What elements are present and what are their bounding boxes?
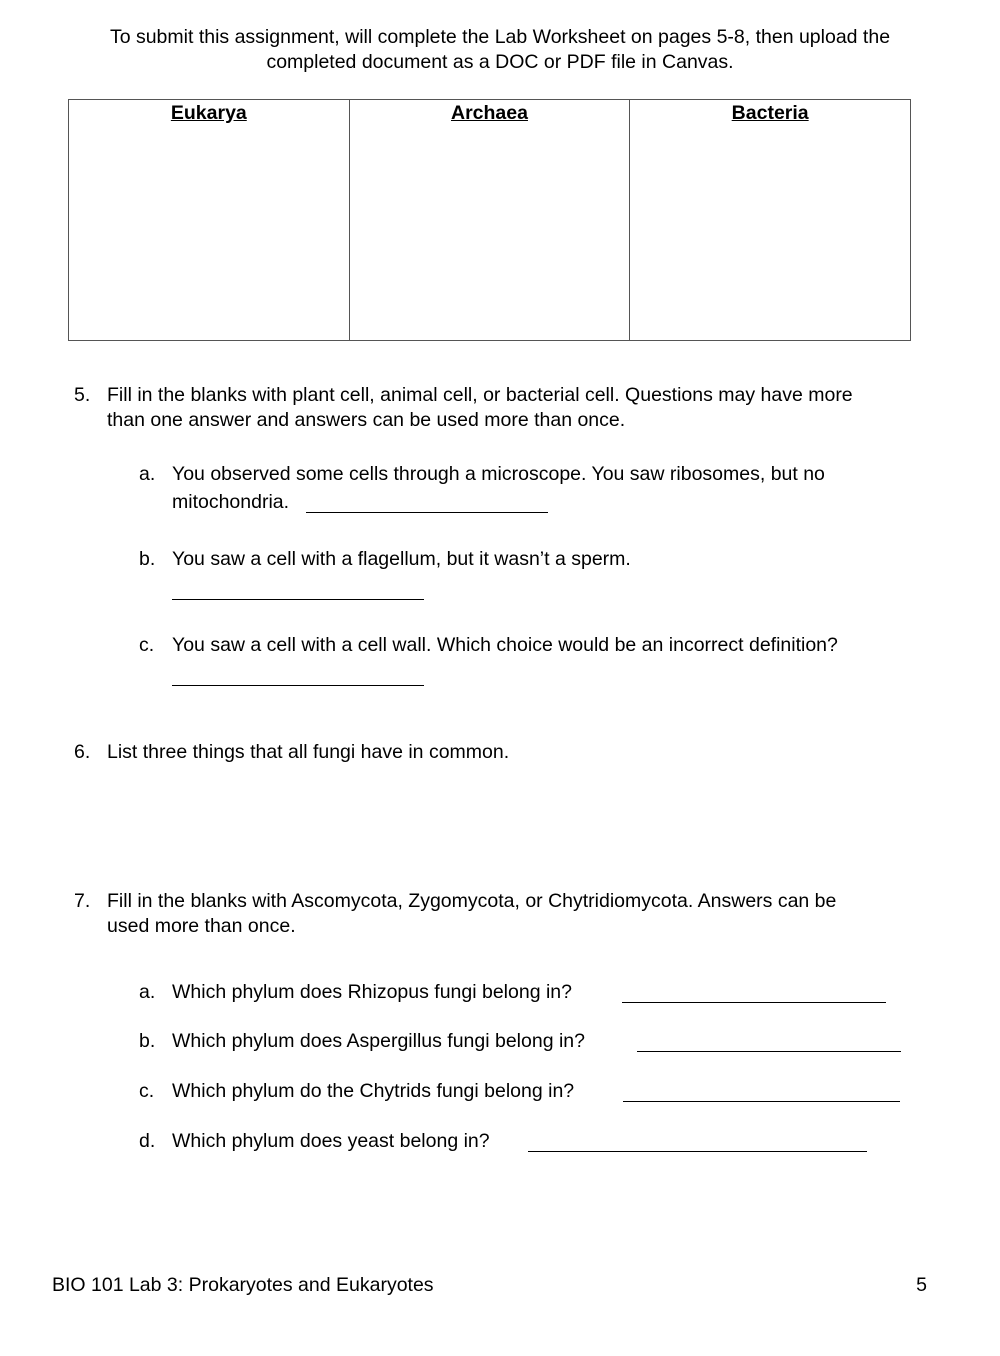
q5b-answer-blank[interactable] [172, 580, 424, 600]
page-number: 5 [916, 1274, 927, 1296]
question-5-line-1: Fill in the blanks with plant cell, animal cell, or bacterial cell. Questions may have more [107, 384, 853, 406]
q7c-text: Which phylum do the Chytrids fungi belong in? [172, 1080, 575, 1102]
intro-line-1: To submit this assignment, will complete the Lab Worksheet on pages 5-8, then upload the [109, 26, 891, 48]
q7b-answer-blank[interactable] [637, 1032, 901, 1052]
q5a-line-2: mitochondria. [172, 491, 290, 513]
q7a-letter: a. [139, 981, 156, 1003]
q5c-answer-blank[interactable] [172, 666, 424, 686]
q7b-letter: b. [139, 1030, 156, 1052]
q7d-text: Which phylum does yeast belong in? [172, 1130, 490, 1152]
intro-instructions [40, 25, 960, 75]
footer-title: BIO 101 Lab 3: Prokaryotes and Eukaryotes [52, 1274, 434, 1296]
question-7-line-2: used more than once. [107, 915, 296, 937]
domains-table [68, 99, 911, 341]
q7c-letter: c. [139, 1080, 155, 1102]
question-5-line-2: than one answer and answers can be used more than once. [107, 409, 626, 431]
q5a-answer-blank[interactable] [306, 493, 548, 513]
q5a-letter: a. [139, 463, 156, 485]
q7a-text: Which phylum does Rhizopus fungi belong in? [172, 981, 572, 1003]
q5b-text: You saw a cell with a flagellum, but it wasn’t a sperm. [172, 548, 631, 570]
q5a-line-1: You observed some cells through a microscope. You saw ribosomes, but no [172, 463, 825, 485]
q7c-answer-blank[interactable] [623, 1082, 900, 1102]
eukarya-column[interactable]: Eukarya [69, 100, 350, 341]
question-7-number: 7. [74, 890, 91, 912]
q5c-text: You saw a cell with a cell wall. Which choice would be an incorrect definition? [172, 634, 838, 656]
archaea-column[interactable]: Archaea [349, 100, 630, 341]
question-7-line-1: Fill in the blanks with Ascomycota, Zygomycota, or Chytridiomycota. Answers can be [107, 890, 837, 912]
question-6-text: List three things that all fungi have in common. [107, 741, 510, 763]
intro-line-2: completed document as a DOC or PDF file in Canvas. [266, 51, 734, 73]
q7d-letter: d. [139, 1130, 156, 1152]
question-5-number: 5. [74, 384, 91, 406]
q5b-letter: b. [139, 548, 156, 570]
question-6-number: 6. [74, 741, 91, 763]
q7d-answer-blank[interactable] [528, 1132, 867, 1152]
q7b-text: Which phylum does Aspergillus fungi belong in? [172, 1030, 585, 1052]
q7a-answer-blank[interactable] [622, 983, 886, 1003]
q5c-letter: c. [139, 634, 155, 656]
bacteria-column[interactable]: Bacteria [630, 100, 911, 341]
table-row [69, 100, 911, 341]
